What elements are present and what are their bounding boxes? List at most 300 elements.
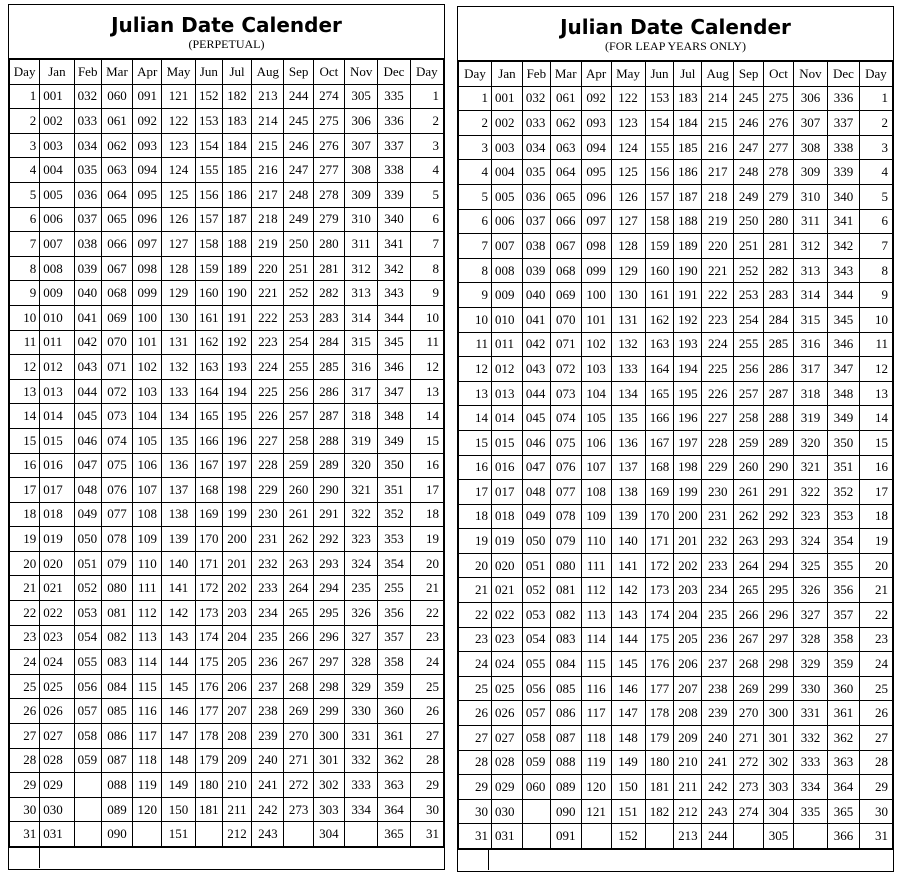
julian-day-cell: 212 (674, 799, 702, 824)
julian-day-cell: 155 (645, 135, 674, 160)
julian-day-cell: 298 (764, 652, 794, 677)
julian-day-cell: 147 (162, 724, 195, 749)
julian-day-cell: 324 (793, 529, 827, 554)
julian-day-cell: 047 (522, 455, 550, 480)
julian-day-cell: 134 (611, 381, 645, 406)
julian-day-cell: 198 (674, 455, 702, 480)
julian-day-cell: 216 (252, 158, 284, 183)
day-number: 9 (859, 283, 892, 308)
julian-day-cell: 024 (40, 650, 74, 675)
day-number: 29 (10, 773, 40, 798)
table-row (10, 724, 444, 749)
julian-day-cell: 260 (284, 478, 313, 503)
julian-day-cell: 142 (611, 578, 645, 603)
julian-day-cell (645, 824, 674, 849)
day-number: 23 (859, 627, 892, 652)
julian-day-cell: 011 (40, 330, 74, 355)
column-header: Aug (702, 62, 734, 87)
julian-day-cell: 017 (40, 478, 74, 503)
julian-day-cell: 223 (252, 330, 284, 355)
julian-day-cell: 170 (195, 527, 222, 552)
julian-day-cell: 278 (313, 182, 344, 207)
julian-table (9, 59, 444, 847)
day-number: 22 (859, 603, 892, 628)
julian-day-cell: 071 (550, 332, 581, 357)
day-number: 15 (410, 428, 443, 453)
julian-day-cell: 214 (252, 109, 284, 134)
julian-day-cell: 232 (252, 551, 284, 576)
julian-day-cell: 191 (222, 305, 251, 330)
julian-day-cell: 280 (313, 232, 344, 257)
julian-day-cell (734, 824, 764, 849)
julian-day-cell: 327 (345, 625, 378, 650)
day-number: 25 (10, 674, 40, 699)
day-number: 5 (459, 184, 492, 209)
table-row (10, 305, 444, 330)
julian-day-cell: 358 (828, 627, 860, 652)
day-number: 19 (859, 529, 892, 554)
julian-day-cell: 029 (491, 775, 522, 800)
julian-day-cell: 281 (764, 234, 794, 259)
julian-day-cell: 338 (378, 158, 410, 183)
julian-day-cell (793, 824, 827, 849)
julian-day-cell: 250 (734, 209, 764, 234)
julian-day-cell: 224 (702, 332, 734, 357)
julian-day-cell: 159 (195, 256, 222, 281)
julian-day-cell: 305 (345, 84, 378, 109)
julian-day-cell: 150 (162, 797, 195, 822)
julian-day-cell: 178 (195, 724, 222, 749)
day-number: 26 (410, 699, 443, 724)
julian-day-cell: 161 (645, 283, 674, 308)
day-number: 20 (459, 553, 492, 578)
julian-day-cell: 170 (645, 504, 674, 529)
julian-day-cell: 036 (74, 182, 101, 207)
table-row (459, 750, 893, 775)
julian-day-cell: 329 (345, 674, 378, 699)
julian-day-cell: 357 (828, 603, 860, 628)
julian-day-cell: 197 (222, 453, 251, 478)
julian-day-cell: 300 (313, 724, 344, 749)
julian-day-cell: 165 (645, 381, 674, 406)
julian-day-cell: 073 (550, 381, 581, 406)
julian-day-cell: 180 (645, 750, 674, 775)
julian-day-cell: 256 (734, 357, 764, 382)
julian-day-cell: 206 (222, 674, 251, 699)
julian-day-cell: 098 (581, 234, 611, 259)
julian-day-cell: 061 (550, 86, 581, 111)
julian-day-cell: 091 (133, 84, 162, 109)
julian-day-cell: 353 (378, 527, 410, 552)
day-number: 18 (10, 502, 40, 527)
julian-day-cell: 196 (222, 428, 251, 453)
footer-row (9, 847, 444, 868)
julian-day-cell: 289 (764, 430, 794, 455)
julian-day-cell: 194 (222, 379, 251, 404)
julian-day-cell: 189 (674, 234, 702, 259)
julian-table (458, 61, 893, 849)
julian-day-cell: 163 (195, 355, 222, 380)
day-number: 11 (459, 332, 492, 357)
day-number: 21 (410, 576, 443, 601)
julian-day-cell: 229 (252, 478, 284, 503)
julian-day-cell: 058 (522, 726, 550, 751)
julian-day-cell: 233 (702, 553, 734, 578)
julian-day-cell: 140 (611, 529, 645, 554)
julian-day-cell: 023 (40, 625, 74, 650)
julian-day-cell: 251 (284, 256, 313, 281)
julian-day-cell: 069 (101, 305, 132, 330)
julian-day-cell: 248 (734, 160, 764, 185)
julian-day-cell: 266 (734, 603, 764, 628)
julian-day-cell: 144 (162, 650, 195, 675)
julian-day-cell: 083 (101, 650, 132, 675)
julian-day-cell: 286 (313, 379, 344, 404)
julian-day-cell: 159 (645, 234, 674, 259)
day-number: 3 (10, 133, 40, 158)
julian-day-cell: 263 (284, 551, 313, 576)
julian-day-cell: 213 (674, 824, 702, 849)
column-header: Day (10, 60, 40, 85)
julian-day-cell: 085 (550, 676, 581, 701)
table-row (459, 504, 893, 529)
day-number: 13 (459, 381, 492, 406)
julian-day-cell: 198 (222, 478, 251, 503)
julian-day-cell: 257 (734, 381, 764, 406)
julian-day-cell: 036 (522, 184, 550, 209)
julian-day-cell: 021 (491, 578, 522, 603)
julian-day-cell: 107 (133, 478, 162, 503)
julian-day-cell: 014 (40, 404, 74, 429)
julian-day-cell: 287 (313, 404, 344, 429)
julian-day-cell: 327 (793, 603, 827, 628)
julian-day-cell: 246 (284, 133, 313, 158)
julian-day-cell: 273 (734, 775, 764, 800)
julian-day-cell: 283 (313, 305, 344, 330)
julian-day-cell: 018 (491, 504, 522, 529)
julian-day-cell: 050 (522, 529, 550, 554)
julian-day-cell: 245 (734, 86, 764, 111)
day-number: 7 (859, 234, 892, 259)
julian-day-cell: 313 (345, 281, 378, 306)
julian-day-cell: 068 (550, 258, 581, 283)
julian-day-cell: 132 (611, 332, 645, 357)
day-number: 18 (410, 502, 443, 527)
day-number: 20 (410, 551, 443, 576)
julian-day-cell: 216 (702, 135, 734, 160)
julian-day-cell: 229 (702, 455, 734, 480)
julian-day-cell: 247 (734, 135, 764, 160)
julian-day-cell: 176 (195, 674, 222, 699)
julian-day-cell: 197 (674, 430, 702, 455)
julian-day-cell: 271 (734, 726, 764, 751)
table-row (459, 726, 893, 751)
julian-day-cell: 160 (195, 281, 222, 306)
julian-day-cell: 341 (378, 232, 410, 257)
julian-day-cell: 162 (195, 330, 222, 355)
julian-day-cell: 350 (828, 430, 860, 455)
julian-day-cell: 119 (581, 750, 611, 775)
julian-day-cell: 266 (284, 625, 313, 650)
day-number: 13 (10, 379, 40, 404)
julian-day-cell: 299 (313, 699, 344, 724)
julian-day-cell: 348 (828, 381, 860, 406)
julian-day-cell: 138 (611, 480, 645, 505)
julian-day-cell: 052 (74, 576, 101, 601)
julian-day-cell: 217 (702, 160, 734, 185)
julian-day-cell: 270 (734, 701, 764, 726)
julian-day-cell: 057 (74, 699, 101, 724)
day-number: 27 (410, 724, 443, 749)
table-row (10, 822, 444, 847)
julian-day-cell: 024 (491, 652, 522, 677)
table-row (459, 529, 893, 554)
julian-day-cell: 065 (550, 184, 581, 209)
table-row (459, 234, 893, 259)
day-number: 30 (10, 797, 40, 822)
julian-day-cell: 333 (793, 750, 827, 775)
julian-day-cell: 032 (522, 86, 550, 111)
header-row (459, 62, 893, 87)
julian-day-cell: 033 (74, 109, 101, 134)
julian-day-cell: 211 (674, 775, 702, 800)
julian-day-cell: 063 (101, 158, 132, 183)
julian-day-cell: 073 (101, 404, 132, 429)
day-number: 26 (859, 701, 892, 726)
julian-day-cell: 218 (252, 207, 284, 232)
day-number: 22 (459, 603, 492, 628)
julian-day-cell: 360 (378, 699, 410, 724)
julian-day-cell: 002 (40, 109, 74, 134)
column-header: Apr (133, 60, 162, 85)
day-number: 4 (10, 158, 40, 183)
julian-day-cell: 318 (345, 404, 378, 429)
julian-day-cell: 269 (734, 676, 764, 701)
day-number: 14 (459, 406, 492, 431)
julian-day-cell: 075 (550, 430, 581, 455)
julian-day-cell: 004 (40, 158, 74, 183)
julian-day-cell: 181 (645, 775, 674, 800)
julian-day-cell: 182 (645, 799, 674, 824)
julian-day-cell: 328 (345, 650, 378, 675)
julian-day-cell: 318 (793, 381, 827, 406)
julian-day-cell: 272 (734, 750, 764, 775)
julian-day-cell: 355 (828, 553, 860, 578)
julian-day-cell: 228 (252, 453, 284, 478)
julian-day-cell: 207 (222, 699, 251, 724)
day-number: 16 (459, 455, 492, 480)
julian-day-cell: 137 (611, 455, 645, 480)
day-number: 31 (410, 822, 443, 847)
julian-day-cell: 337 (378, 133, 410, 158)
julian-day-cell: 259 (284, 453, 313, 478)
footer-cell (40, 848, 444, 868)
julian-day-cell: 082 (101, 625, 132, 650)
julian-day-cell: 240 (252, 748, 284, 773)
day-number: 18 (459, 504, 492, 529)
julian-day-cell: 210 (674, 750, 702, 775)
julian-day-cell (74, 797, 101, 822)
julian-day-cell: 152 (611, 824, 645, 849)
julian-day-cell: 120 (581, 775, 611, 800)
julian-day-cell: 326 (345, 601, 378, 626)
julian-day-cell: 244 (284, 84, 313, 109)
julian-day-cell: 256 (284, 379, 313, 404)
julian-day-cell: 344 (828, 283, 860, 308)
day-number: 9 (459, 283, 492, 308)
day-number: 1 (859, 86, 892, 111)
day-number: 10 (459, 307, 492, 332)
julian-day-cell: 112 (133, 601, 162, 626)
day-number: 21 (459, 578, 492, 603)
julian-day-cell: 259 (734, 430, 764, 455)
julian-day-cell: 066 (550, 209, 581, 234)
julian-day-cell: 295 (764, 578, 794, 603)
julian-day-cell: 101 (581, 307, 611, 332)
julian-day-cell: 009 (491, 283, 522, 308)
julian-day-cell: 115 (133, 674, 162, 699)
julian-day-cell: 055 (522, 652, 550, 677)
julian-day-cell: 080 (550, 553, 581, 578)
julian-day-cell: 051 (74, 551, 101, 576)
julian-day-cell: 109 (581, 504, 611, 529)
julian-day-cell: 320 (793, 430, 827, 455)
day-number: 9 (10, 281, 40, 306)
julian-day-cell: 222 (702, 283, 734, 308)
julian-day-cell: 219 (252, 232, 284, 257)
julian-day-cell: 265 (734, 578, 764, 603)
julian-day-cell: 217 (252, 182, 284, 207)
table-row (459, 701, 893, 726)
day-number: 7 (10, 232, 40, 257)
julian-day-cell: 145 (611, 652, 645, 677)
julian-day-cell: 185 (222, 158, 251, 183)
julian-day-cell: 317 (793, 357, 827, 382)
julian-day-cell: 290 (764, 455, 794, 480)
julian-day-cell: 183 (674, 86, 702, 111)
julian-day-cell: 245 (284, 109, 313, 134)
julian-day-cell: 235 (702, 603, 734, 628)
day-number: 5 (859, 184, 892, 209)
julian-day-cell: 323 (793, 504, 827, 529)
julian-day-cell: 364 (828, 775, 860, 800)
julian-day-cell: 056 (74, 674, 101, 699)
julian-day-cell: 151 (162, 822, 195, 847)
julian-day-cell: 344 (378, 305, 410, 330)
julian-day-cell: 269 (284, 699, 313, 724)
julian-day-cell: 164 (195, 379, 222, 404)
julian-day-cell: 253 (284, 305, 313, 330)
julian-day-cell: 076 (550, 455, 581, 480)
day-number: 26 (10, 699, 40, 724)
julian-day-cell: 314 (345, 305, 378, 330)
julian-day-cell: 230 (252, 502, 284, 527)
julian-day-cell: 087 (550, 726, 581, 751)
julian-day-cell: 096 (581, 184, 611, 209)
julian-day-cell: 182 (222, 84, 251, 109)
julian-day-cell: 016 (40, 453, 74, 478)
julian-day-cell: 186 (674, 160, 702, 185)
julian-day-cell: 297 (764, 627, 794, 652)
julian-day-cell: 143 (611, 603, 645, 628)
day-number: 1 (10, 84, 40, 109)
julian-day-cell: 179 (195, 748, 222, 773)
julian-day-cell: 068 (101, 281, 132, 306)
julian-day-cell: 064 (101, 182, 132, 207)
day-number: 28 (859, 750, 892, 775)
day-number: 26 (459, 701, 492, 726)
julian-day-cell: 114 (133, 650, 162, 675)
julian-day-cell: 049 (74, 502, 101, 527)
julian-day-cell: 126 (162, 207, 195, 232)
julian-day-cell: 093 (133, 133, 162, 158)
julian-day-cell: 315 (345, 330, 378, 355)
julian-day-cell: 140 (162, 551, 195, 576)
day-number: 31 (459, 824, 492, 849)
day-number: 11 (10, 330, 40, 355)
column-header: Sep (284, 60, 313, 85)
day-number: 28 (459, 750, 492, 775)
julian-day-cell: 277 (764, 135, 794, 160)
day-number: 2 (10, 109, 40, 134)
table-row (10, 133, 444, 158)
column-header: Jan (491, 62, 522, 87)
julian-day-cell: 360 (828, 676, 860, 701)
julian-day-cell: 279 (313, 207, 344, 232)
julian-day-cell: 179 (645, 726, 674, 751)
column-header: Nov (345, 60, 378, 85)
julian-day-cell: 239 (702, 701, 734, 726)
julian-day-cell: 095 (133, 182, 162, 207)
julian-day-cell: 243 (702, 799, 734, 824)
julian-day-cell: 026 (491, 701, 522, 726)
julian-day-cell: 106 (133, 453, 162, 478)
julian-day-cell: 224 (252, 355, 284, 380)
day-number: 14 (859, 406, 892, 431)
julian-day-cell: 133 (611, 357, 645, 382)
julian-day-cell: 013 (491, 381, 522, 406)
julian-day-cell: 219 (702, 209, 734, 234)
table-row (10, 428, 444, 453)
julian-day-cell: 110 (581, 529, 611, 554)
day-number: 15 (459, 430, 492, 455)
julian-day-cell: 244 (702, 824, 734, 849)
table-row (459, 184, 893, 209)
julian-day-cell: 078 (550, 504, 581, 529)
julian-day-cell: 171 (645, 529, 674, 554)
julian-day-cell: 111 (133, 576, 162, 601)
julian-day-cell: 298 (313, 674, 344, 699)
julian-day-cell: 048 (522, 480, 550, 505)
julian-day-cell: 193 (674, 332, 702, 357)
julian-day-cell: 171 (195, 551, 222, 576)
julian-day-cell: 350 (378, 453, 410, 478)
julian-day-cell: 088 (550, 750, 581, 775)
julian-day-cell: 272 (284, 773, 313, 798)
table-row (459, 578, 893, 603)
julian-day-cell: 123 (611, 111, 645, 136)
julian-day-cell: 206 (674, 652, 702, 677)
julian-day-cell: 045 (74, 404, 101, 429)
julian-day-cell: 157 (195, 207, 222, 232)
julian-day-cell: 306 (793, 86, 827, 111)
julian-day-cell: 225 (702, 357, 734, 382)
julian-day-cell: 274 (313, 84, 344, 109)
day-number: 3 (859, 135, 892, 160)
julian-day-cell: 164 (645, 357, 674, 382)
julian-day-cell: 086 (550, 701, 581, 726)
julian-day-cell: 310 (793, 184, 827, 209)
